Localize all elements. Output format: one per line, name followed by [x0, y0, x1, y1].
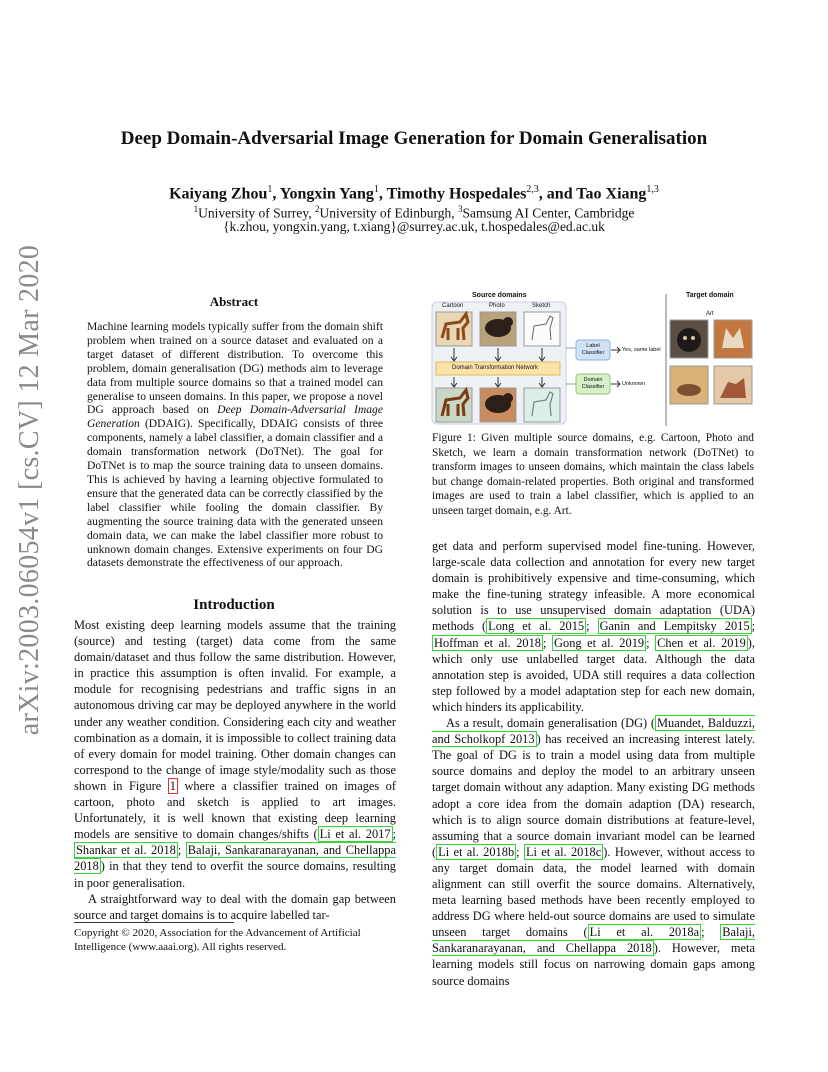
copyright-symbol: ©: [121, 927, 130, 939]
figure-1-caption: Figure 1: Given multiple source domains, e.g. Cartoon, Photo and Sketch, we learn a domain transformation network (DoTNet) to transform images to unseen domains, which maintain the class labels but change domain-related properties. Both original and transformed images are used to train a label classifier, which is applied to an unseen target domain, e.g. Art.: [432, 432, 754, 517]
body-paragraph: As a result, domain generalisation (DG) ( Muandet, Balduzzi, and Scholkopf 2013 ) has received an increasing interest lately. The goal of DG is to train a model using data from multiple source domains and deploy the model to an arbitrary unseen target domain without any adaption. Many existing DG methods adopt a core idea from the domain adaption (DA) research, which is to align source domain distributions at feature-level, assuming that a source domain invariant model can be learned ( Li et al. 2018b ; Li et al. 2018c ). However, without access to any target domain data, the model learned with domain alignment can still overfit the source domains. Alternatively, meta learning based methods have been recently employed to address DG where held-out source domains are used to simulate unseen target domains ( Li et al. 2018a ; Balaji, Sankaranarayanan, and Chellappa 2018 ). However, meta learning models still focus on narrowing domain gaps among source domains: [432, 716, 755, 988]
label-classifier-label: Label Classifier: [581, 343, 605, 356]
abstract-body: Machine learning models typically suffer from the domain shift problem when trained on a source dataset and evaluated on a target dataset of different distribution. To overcome this problem, domain generalisation (DG) methods aim to leverage data from multiple source domains so that a trained model can generalise to unseen domains. In this paper, we propose a novel DG approach based on Deep Domain-Adversarial Image Generation (DDAIG). Specifically, DDAIG consists of three components, namely a label classifier, a domain classifier and a domain transformation network (DoTNet). The goal for DoTNet is to map the source training data to unseen domains. This is achieved by having a learning objective formulated to ensure that the generated data can be correctly classified by the label classifier while fooling the domain classifier. By augmenting the source training data with the generated unseen domain data, we can make the label classifier more robust to unknown domain changes. Extensive experiments on four DG datasets demonstrate the effectiveness of our approach.: [87, 320, 383, 570]
figure-1-diagram: [430, 288, 756, 428]
abstract-heading: Abstract: [209, 294, 259, 309]
arxiv-id: arXiv:2003.06054v1 [cs.CV] 12 Mar 2020: [14, 244, 45, 736]
citation-link[interactable]: Chen et al. 2019: [657, 635, 746, 650]
sketch-image-bottom: [524, 388, 560, 422]
yes-same-label-text: Yes, same label: [622, 347, 661, 353]
unknown-text: Unknown: [622, 381, 645, 387]
dotnet-label: Domain Transformation Network: [452, 365, 539, 371]
citation-link[interactable]: Hoffman et al. 2018: [434, 635, 542, 650]
footnote-divider: [74, 922, 234, 923]
sketch-col-label: Sketch: [532, 303, 551, 309]
intro-paragraph: Most existing deep learning models assume that the training (source) and testing (target) data come from the same domain/dataset and thus follow the same distribution. However, in practice this assumption is often invalid. For example, a module for recognising pedestrians and traffic signs in an autonomous driving car may be deployed anywhere in the world under any weather condition. Considering each city and weather combination as a domain, it is impossible to collect training data of every domain for model training. Other domain changes can correspond to the change of image style/modality such as those shown in Figure 1 where a classifier trained on images of cartoon, photo and sketch is applied to art images. Unfortunately, it is well known that existing deep learning models are sensitive to domain changes/shifts ( Li et al. 2017 ; Shankar et al. 2018 ; Balaji, Sankaranarayanan, and Chellappa 2018 ) in that they tend to overfit the source domains, resulting in poor generalisation.: [74, 618, 397, 890]
citation-link[interactable]: Li et al. 2018c: [525, 844, 602, 859]
source-domains-label: Source domains: [472, 292, 527, 299]
citation-link[interactable]: Muandet, Balduzzi, and Scholkopf 2013: [432, 716, 755, 747]
photo-col-label: Photo: [489, 303, 505, 309]
arxiv-sidebar-stamp: [10, 244, 50, 736]
introduction-body: [74, 617, 396, 923]
art-label: Art: [706, 311, 714, 317]
citation-link[interactable]: Balaji, Sankaranarayanan, and Chellappa 2018: [74, 843, 396, 874]
introduction-heading: Introduction: [193, 597, 275, 613]
author-emails: {k.zhou, yongxin.yang, t.xiang}@surrey.ac.uk, t.hospedales@ed.ac.uk: [223, 219, 605, 234]
target-domain-label: Target domain: [686, 292, 734, 299]
citation-link[interactable]: Balaji, Sankaranarayanan, and Chellappa 2018: [432, 925, 755, 956]
figure-ref-link[interactable]: 1: [169, 778, 176, 793]
citation-link[interactable]: Long et al. 2015: [488, 619, 585, 634]
body-paragraph: get data and perform supervised model fine-tuning. However, large-scale data collection and annotation for every new target domain is prohibitively expensive and time-consuming, which make the fine-tuning strategy infeasible. A more economical solution is to use unsupervised domain adaptation (UDA) methods ( Long et al. 2015 ; Ganin and Lempitsky 2015 ; Hoffman et al. 2018 ; Gong et al. 2019 ; Chen et al. 2019 ), which only use unlabelled target data. Although the data annotation step is avoided, UDA still requires a data collection step followed by a model adaptation step for each new domain, which hinders its applicability.: [432, 539, 756, 714]
intro-paragraph: A straightforward way to deal with the domain gap between source and target domains is to acquire labelled tar-: [74, 891, 396, 922]
author-list: Kaiyang Zhou$^1$, Yongxin Yang$^1$, Timothy Hospedales$^{2,3}$, and Tao Xiang$^{1,3}$: [169, 184, 659, 203]
right-column-body: [432, 538, 755, 989]
citation-link[interactable]: Ganin and Lempitsky 2015: [599, 619, 750, 634]
sketch-image-top: [524, 312, 560, 346]
copyright-footnote: Copyright © 2020, Association for the Advancement of Artificial Intelligence (www.aaai.org). All rights reserved.: [74, 927, 361, 953]
domain-classifier-label: Domain Classifier: [581, 377, 605, 390]
paper-title: Deep Domain-Adversarial Image Generation for Domain Generalisation: [120, 128, 708, 149]
citation-link[interactable]: Li et al. 2018b: [438, 844, 515, 859]
citation-link[interactable]: Gong et al. 2019: [554, 635, 645, 650]
citation-link[interactable]: Li et al. 2017: [319, 827, 391, 842]
citation-link[interactable]: Li et al. 2018a: [589, 925, 700, 940]
affiliations: $^1$University of Surrey, $^2$University of Edinburgh, $^3$Samsung AI Center, Cambridge: [193, 204, 635, 221]
citation-link[interactable]: Shankar et al. 2018: [76, 843, 176, 858]
cartoon-col-label: Cartoon: [442, 303, 464, 309]
figure-1: [430, 288, 756, 428]
